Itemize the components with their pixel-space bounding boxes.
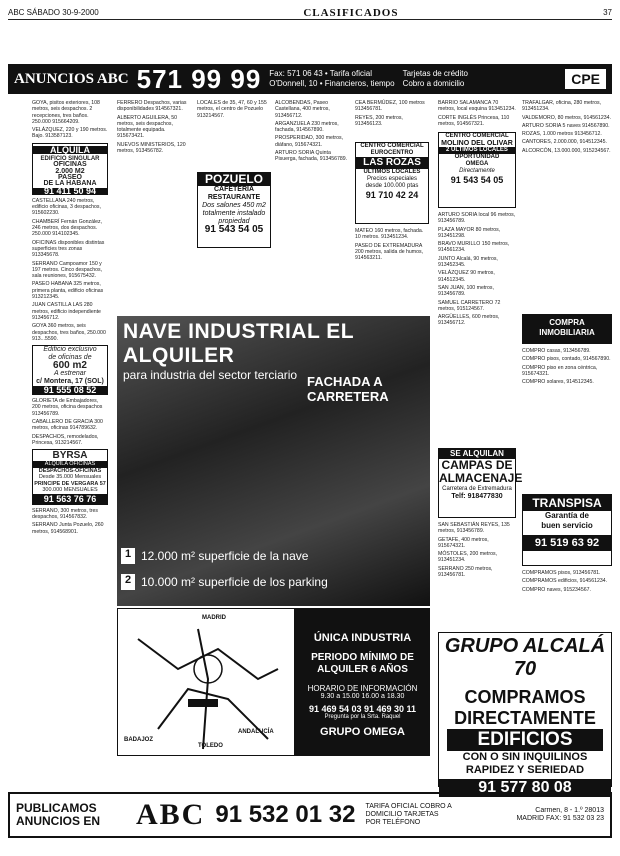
pozuelo-l5: propiedad [218,218,250,225]
section-title: CLASIFICADOS [303,6,399,19]
footer-phone: 91 532 01 32 [215,801,356,828]
unica-b: PERIODO MÍNIMO DE ALQUILER 6 AÑOS [311,652,414,675]
transpisa-ad [522,494,612,566]
alcala-tagline: CON O SIN INQUILINOS RAPIDEZ Y SERIEDAD [462,751,588,776]
classified-item: ROZAS, 1.000 metros 913456712. [522,131,602,138]
classified-item: ARTURO SORIA Quinta Pisuerga, fachada, 913456789. [275,150,348,163]
footer-tarifa: TARIFA OFICIAL COBRO A DOMICILIO TARJETAS POR TELÉFONO [365,803,452,826]
alcala-edificios: EDIFICIOS [447,729,603,751]
montera-phone: 91 555 08 52 [33,386,107,394]
byrsa-l4: Desde 35.000 Mensuales [38,474,102,481]
montera-l1: Edificio exclusivo [43,346,97,354]
footer-publicamos: PUBLICAMOS ANUNCIOS EN [16,801,101,828]
classified-item: CORTE INGLÉS Princesa, 110 metros, 914567321. [438,114,510,127]
campas-l1: SE ALQUILAN [439,449,515,459]
column-4 [355,100,429,140]
column-1 [32,100,108,790]
banner-fax: Fax: 571 06 43 [269,69,323,78]
compra-l1: COMPRA [549,318,585,327]
column-5b [438,212,516,440]
nave-fachada: FACHADA A CARRETERA [307,374,389,404]
col4b-list [355,228,429,261]
alcala-compramos: COMPRAMOS DIRECTAMENTE [454,687,596,728]
classified-item: SAN SEBASTIÁN REYES, 135 metros, 913456789. [438,522,510,535]
campas-phone: Telf: 918477830 [451,493,503,500]
classified-item: VELÁZQUEZ 90 metros, 914512345. [438,270,495,283]
col1b-list [32,198,108,342]
unica-g: GRUPO OMEGA [320,726,405,738]
row-number-1: 1 [121,548,135,564]
alquila-l5: DE LA HABANA [43,180,97,188]
pozuelo-l3: Dos salones 450 m2 [202,202,266,209]
olivar-ad [438,132,516,208]
olivar-l2: MOLINO DEL OLIVAR [441,140,513,147]
byrsa-box [32,449,108,505]
montera-l3: 600 m2 [53,360,87,372]
col6-list [522,100,612,154]
column-3b [275,100,349,312]
nave-r1: 12.000 m² superficie de la nave [141,549,309,563]
olivar-l3: 2 ÚLTIMOS LOCALES [439,147,515,154]
issue-date: ABC SÁBADO 30-9-2000 [8,8,99,17]
classified-item: VALDEMORO, 80 metros, 914561234. [522,114,611,121]
classified-item: CASTELLANA 240 metros, edificio oficinas, 3 despachos, 915602230. [32,197,101,217]
location-map [117,608,295,756]
column-6b [522,348,612,490]
classified-item: GETAFE, 400 metros, 915674321. [438,536,489,549]
classified-item: MATEO 160 metros, fachada. 10 metros. 913451234. [355,228,424,241]
alquila-head: ALQUILA [33,146,107,154]
col1-list [32,100,108,140]
byrsa-l6: 300.000 MENSUALES [42,487,98,494]
map-toledo: TOLEDO [198,743,223,749]
classified-item: GLORIETA de Embajadores, 200 metros, oficina despachos 913456789. [32,398,103,417]
classified-item: SAMUEL CARRETERO 72 metros, 915124567. [438,299,501,312]
nave-subtitle: para industria del sector terciario [123,368,298,382]
classified-item: ARGANZUELA 230 metros, fachada, 914567890. [275,120,339,134]
rozas-l4: ÚLTIMOS LOCALES [363,169,421,175]
col1c-list [32,398,108,446]
cpe-logo: CPE [565,69,606,89]
unica-c: HORARIO DE INFORMACIÓN [307,684,418,693]
olivar-l1: CENTRO COMERCIAL [445,133,509,139]
col5b-list [438,212,516,327]
alquila-l1: EDIFICIO SINGULAR [40,156,100,163]
classified-item: COMPRAMOS edificios, 914561234. [522,578,608,585]
classified-item: CANTORES, 2.000.000, 914512345. [522,139,607,146]
classified-item: SERRANO, 300 metros, tres despachos, 914567832. [32,507,99,520]
classified-item: ALCOBENDAS, Paseo Castellana, 400 metros, 913456712. [275,100,330,119]
classified-item: COMPRO solares, 914512345. [522,379,594,386]
classified-item: DESPACHOS, remodelados, Princesa, 913214567. [32,433,99,446]
alquila-l2: OFICINAS [53,161,87,169]
classified-item: GOYA, pisitos exteriores, 108 metros, seis despachos. 2 recepciones, tres baños. 250.000 915664209. [32,100,100,125]
classified-item: ALCORCÓN, 13.000.000, 915234567. [522,147,611,154]
classified-item: ALBERTO AGUILERA, 50 metros, seis despachos, totalmente equipada. 915673421. [117,114,178,140]
map-badajoz: BADAJOZ [124,737,154,743]
montera-box [32,345,108,395]
classified-item: VELÁZQUEZ, 220 y 190 metros. Bajo. 913587123. [32,127,108,140]
pozuelo-l2: CAFETERÍA RESTAURANTE [207,186,261,201]
col1d-list [32,508,108,535]
nave-r2: 10.000 m² superficie de los parking [141,575,328,589]
olivar-l4: OPORTUNIDAD [454,154,500,160]
rozas-l6: desde 100.000 ptas [365,183,419,189]
classified-item: TRAFALGAR, oficina, 280 metros, 913451234. [522,100,601,113]
col4-list [355,100,429,127]
classified-item: SERRANO Junta Pozuelo, 260 metros, 914568901. [32,522,104,535]
classified-item: SERRANO Campoamor 150 y 197 metros. Cinco despachos, sala reuniones, 915675432. [32,260,103,280]
transpisa-title: TRANSPISA [523,495,611,511]
classified-item: COMPRO naves, 915234567. [522,586,591,593]
classified-item: ARTURO SORIA 5 naves 914567890. [522,122,610,129]
classified-item: COMPRO casas, 913456789. [522,348,591,354]
col3b-list [275,100,349,163]
rozas-l5: Precios especiales [366,176,418,182]
column-2 [117,100,193,312]
alquila-box [32,143,108,195]
classified-item: ARGÜELLES, 600 metros, 913456712. [438,314,500,327]
classified-item: SAN JUAN, 100 metros, 913456789. [438,284,494,298]
byrsa-title: BYRSA [52,450,88,462]
campas-l3: ALMACENAJE [439,471,523,485]
transpisa-phone: 91 519 63 92 [523,535,611,551]
classified-item: JUAN CASTILLA LAS 280 metros, edificio independiente 913456712. [32,302,101,321]
classified-item: PASEO DE EXTREMADURA 200 metros, salida de humos, 914563211. [355,242,424,262]
montera-l2: de oficinas de [48,354,92,362]
classified-item: SERRANO 250 metros, 913456781. [438,565,493,579]
classified-item: JUNTO Alcalá, 90 metros, 913452345. [438,255,498,269]
campas-l4: Carretera de Extremadura [442,486,512,492]
column-4b [355,228,429,312]
col2-list [117,100,193,154]
banner-phone: 571 99 99 [136,63,262,94]
classified-item: NUEVOS MINISTERIOS, 120 metros, 913456782. [117,141,186,155]
unica-ad [295,608,430,756]
page-number: 37 [603,8,612,17]
banner-address: O'Donnell, 10 [269,79,318,88]
row-number-2: 2 [121,574,135,590]
banner-tarjetas: Tarjetas de crédito [402,69,468,78]
classified-item: BARRIO SALAMANCA 70 metros, local esquina 913451234. [438,100,516,113]
campas-l2: CAMPAS DE [441,458,513,472]
rozas-phone: 91 710 42 24 [365,190,419,200]
rozas-l3: LAS ROZAS [356,157,428,169]
classified-item: COMPRAMOS pisos, 913456781. [522,570,601,576]
banner-extra [403,69,468,89]
classified-item: FERRERO Despachos, varias disponibilidades 914567321. [117,100,187,113]
col5a-list [438,100,516,127]
classified-item: CEA BERMÚDEZ, 100 metros 913456781. [355,100,425,113]
abc-logo: ABC [136,798,206,831]
alcala-title: GRUPO ALCALÁ 70 [444,635,606,680]
classified-item: GOYA 360 metros, seis despachos, tres baños, 250.000 913...5590. [32,323,106,342]
ads-banner [8,64,612,94]
rozas-l1: CENTRO COMERCIAL [360,143,424,149]
banner-info: Fax: 571 06 43 • Tarifa oficial O'Donnell, 10 • Financieros, tiempo [269,69,395,88]
transpisa-l2: Garantía de [544,511,589,520]
byrsa-l5: PRINCIPE DE VERGARA 57 [34,480,106,487]
banner-tarifa: Tarifa oficial [329,69,373,78]
column-6 [522,100,612,310]
compra-box [522,314,612,344]
unica-d: 9.30 a 15.00 16.00 a 18.30 [320,693,405,700]
classified-item: PLAZA MAYOR 80 metros, 913451298. [438,226,501,239]
classified-item: COMPRO pisos, contado, 914567890. [522,356,611,363]
page-header [8,6,612,20]
rozas-l2: EUROCENTRO [370,150,414,156]
col6c-list [522,570,612,593]
column-5 [438,100,516,130]
pozuelo-phone: 91 543 54 05 [204,224,264,235]
classified-item: MÓSTOLES, 200 metros, 913451234. [438,551,498,564]
column-5c [438,522,516,628]
footer-ad [8,792,612,838]
classified-item: BRAVO MURILLO 150 metros, 914561234. [438,241,510,254]
unica-e: 91 469 54 03 91 469 30 11 [308,704,417,714]
footer-address: Carmen, 8 - 1.º 28013 MADRID FAX: 91 532 03 23 [516,807,604,822]
col3a-list [197,100,271,119]
map-madrid: MADRID [202,615,226,621]
montera-l4: A estrenar [53,370,87,378]
byrsa-l2: ALQUILA OFICINAS [33,461,107,468]
column-3 [197,100,271,170]
classified-item: PROSPERIDAD, 300 metros, diáfano, 915674321. [275,135,344,148]
map-andalucia: ANDALUCÍA [238,729,274,735]
classified-item: COMPRO piso en zona céntrica, 915674321. [522,364,598,377]
classified-item: PASEO HABANA 325 metros, primera planta, edificio oficinas 913212345. [32,281,104,301]
nave-row-2 [121,574,328,590]
alquila-l4: PASEO [58,173,82,181]
classified-item: REYES, 200 metros, 913456123. [355,114,403,127]
banner-fin: Financieros, tiempo [324,79,395,88]
column-6c [522,570,612,628]
classified-item: LOCALES de 35, 47, 60 y 155 metros, el centro de Pozuelo 913214567. [197,100,267,119]
alcala-phone: 91 577 80 08 [439,779,611,797]
col6b-list [522,348,612,385]
nave-row-1 [121,548,308,564]
olivar-l5: OMEGA [465,161,489,167]
alquila-phone: 91 411 50 94 [33,188,107,194]
compra-l2: INMOBILIARIA [539,328,595,337]
pozuelo-ad [197,172,271,248]
banner-title: ANUNCIOS ABC [14,70,129,87]
nave-title: NAVE INDUSTRIAL EL ALQUILER [123,320,354,367]
unica-a: ÚNICA INDUSTRIA [313,632,412,644]
alquila-l3: 2.000 M2 [55,167,85,175]
rozas-ad [355,142,429,224]
col5c-list [438,522,516,578]
campas-ad [438,448,523,518]
byrsa-phone: 91 563 76 76 [33,494,107,504]
classified-item: ARTURO SORIA local 96 metros, 913456789. [438,212,516,225]
olivar-l6: Directamente [459,168,495,174]
byrsa-l3: DESPACHOS-OFICINAS [38,467,102,474]
olivar-phone: 91 543 54 05 [450,175,504,185]
transpisa-l3: buen servicio [541,521,593,530]
classified-item: OFICINAS disponibles distintas superficies tres zonas 913345678. [32,239,105,259]
classified-item: CHAMBERÍ Fernán González, 246 metros, dos despachos. 250.000 914102345. [32,218,103,238]
classified-item: CABALLERO DE GRACIA 300 metros, oficinas 914789632. [32,418,103,432]
nave-industrial-ad [117,316,430,606]
unica-f: Pregunta por la Srta. Raquel [324,714,401,720]
pozuelo-title: POZUELO [198,173,270,186]
montera-l5: c/ Montera, 17 (SOL) [36,378,104,386]
banner-domicilio: Cobro a domicilio [402,79,465,88]
pozuelo-l4: totalmente instalado [202,210,266,217]
alcala-ad [438,632,612,796]
